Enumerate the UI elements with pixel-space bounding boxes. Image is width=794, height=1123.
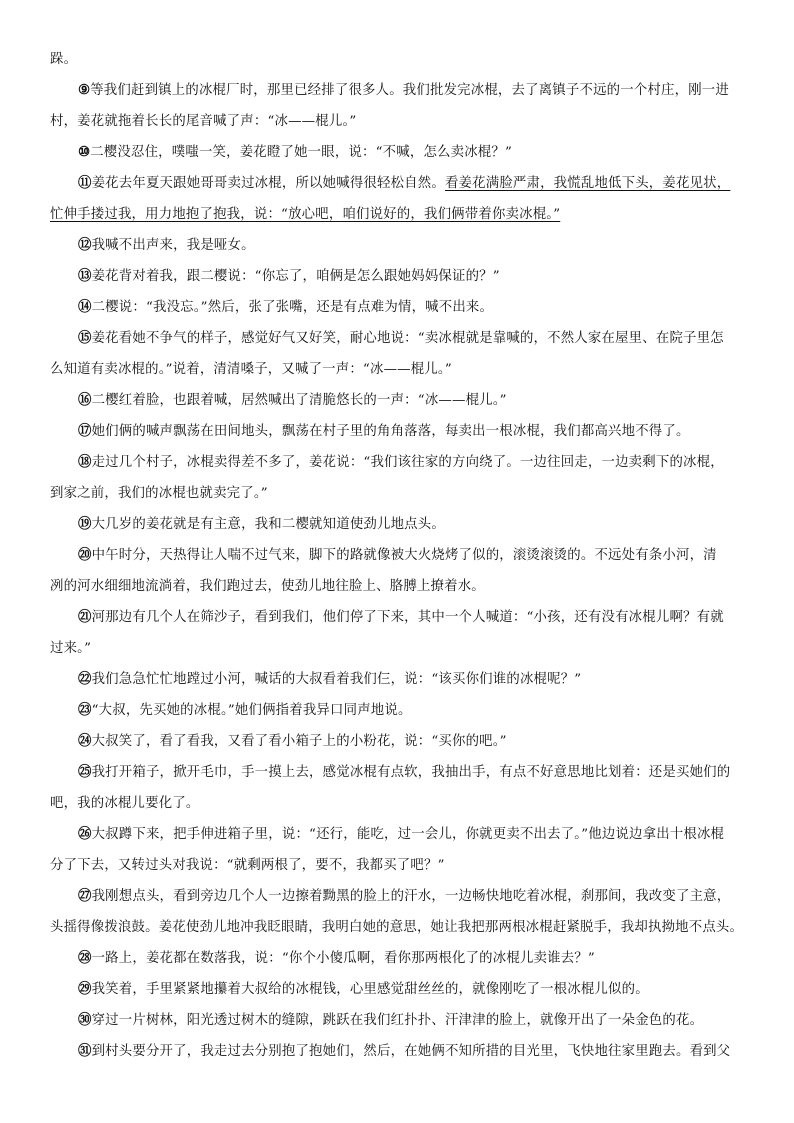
paragraph-number: ㉓ (78, 702, 92, 718)
paragraph-number: ㉒ (78, 671, 92, 687)
paragraph-number: ㉔ (78, 733, 92, 749)
text-span: 大叔笑了，看了看我，又看了看小箱子上的小粉花，说：“买你的吧。” (91, 734, 507, 749)
text-span: 大叔蹲下来，把手伸进箱子里，说：“还行，能吃，过一会儿，你就更卖不出去了。”他边说边拿出十根冰棍 (91, 827, 725, 842)
text-line (50, 75, 750, 106)
text-span: 到家之前，我们的冰棍也就卖完了。” (50, 486, 268, 501)
text-line (50, 385, 750, 416)
document-page (50, 44, 750, 1067)
text-line (50, 850, 750, 881)
text-line (50, 230, 750, 261)
text-span: 头摇得像拨浪鼓。姜花使劲儿地冲我眨眼睛，我明白她的意思，她让我把那两根冰棍赶紧脱手，我却执拗地不点头。 (50, 920, 744, 935)
text-line (50, 571, 750, 602)
text-line (50, 788, 750, 819)
text-span: 大几岁的姜花就是有主意，我和二樱就知道使劲儿地点头。 (91, 517, 445, 532)
text-line (50, 447, 750, 478)
text-line (50, 416, 750, 447)
text-span: 么知道有卖冰棍的。”说着，清清嗓子，又喊了一声：“冰——棍儿。” (50, 362, 452, 377)
text-span: 二樱没忍住，噗嗤一笑，姜花瞪了她一眼，说：“不喊，怎么卖冰棍？” (90, 145, 513, 160)
text-line (50, 912, 750, 943)
paragraph-number: ⑫ (78, 237, 92, 253)
text-span: 姜花背对着我，跟二樱说：“你忘了，咱俩是怎么跟她妈妈保证的？” (91, 269, 500, 284)
text-span: 我笑着，手里紧紧地攥着大叔给的冰棍钱，心里感觉甜丝丝的，就像刚吃了一根冰棍儿似的。 (91, 982, 649, 997)
underlined-text: 忙伸手搂过我，用力地抱了抱我，说：“放心吧，咱们说好的，我们俩带着你卖冰棍。” (50, 207, 561, 222)
paragraph-number: ㉘ (78, 950, 92, 966)
text-line (50, 664, 750, 695)
paragraph-number: ⑭ (78, 299, 92, 315)
paragraph-number: ㉙ (78, 981, 92, 997)
paragraph-number: ㉕ (78, 764, 92, 780)
text-line (50, 199, 750, 230)
text-span: 村，姜花就拖着长长的尾音喊了声：“冰——棍儿。” (50, 114, 357, 129)
paragraph-number: ㉗ (78, 888, 92, 904)
text-line (50, 44, 750, 75)
text-span: 河那边有几个人在筛沙子，看到我们，他们停了下来，其中一个人喊道：“小孩，还有没有冰棍儿啊？有就 (91, 610, 724, 625)
text-span: 我们急急忙忙地蹚过小河，喊话的大叔看着我们仨，说：“该买你们谁的冰棍呢？” (91, 672, 582, 687)
text-span: 我喊不出声来，我是哑女。 (91, 238, 255, 253)
text-span: 我打开箱子，掀开毛巾，手一摸上去，感觉冰棍有点软，我抽出手，有点不好意思地比划着：还是买她们的 (91, 765, 731, 780)
text-line (50, 540, 750, 571)
text-line (50, 757, 750, 788)
text-span: 二樱说：“我没忘。”然后，张了张嘴，还是有点难为情，喊不出来。 (91, 300, 494, 315)
text-span: 分了下去，又转过头对我说：“就剩两根了，要不，我都买了吧？” (50, 858, 445, 873)
text-span: 到村头要分开了，我走过去分别抱了抱她们，然后，在她俩不知所措的目光里，飞快地往家里跑去。看到父 (91, 1044, 731, 1059)
text-span: 姜花去年夏天跟她哥哥卖过冰棍，所以她喊得很轻松自然。 (91, 176, 445, 191)
text-span: 我刚想点头，看到旁边几个人一边擦着黝黑的脸上的汗水，一边畅快地吃着冰棍，刹那间，我改变了主意， (91, 889, 731, 904)
text-line (50, 168, 750, 199)
text-span: 过来。” (50, 641, 92, 656)
paragraph-number: ㉚ (78, 1012, 92, 1028)
text-span: 一路上，姜花都在数落我，说：“你个小傻瓜啊，看你那两根化了的冰棍儿卖谁去？” (91, 951, 595, 966)
text-line (50, 509, 750, 540)
paragraph-number: ㉛ (78, 1043, 92, 1059)
text-line (50, 137, 750, 168)
text-span: 走过几个村子，冰棍卖得差不多了，姜花说：“我们该往家的方向绕了。一边往回走，一边卖剩下的冰棍， (91, 455, 724, 470)
paragraph-number: ⑯ (78, 392, 92, 408)
paragraph-number: ⑱ (78, 454, 92, 470)
text-span: 她们俩的喊声飘荡在田间地头，飘荡在村子里的角角落落，每卖出一根冰棍，我们都高兴地不得了。 (91, 424, 690, 439)
text-line (50, 106, 750, 137)
paragraph-number: ⑪ (78, 175, 92, 191)
text-span: “大叔，先买她的冰棍。”她们俩指着我异口同声地说。 (91, 703, 412, 718)
text-line (50, 974, 750, 1005)
text-span: 二樱红着脸，也跟着喊，居然喊出了清脆悠长的一声：“冰——棍儿。” (91, 393, 507, 408)
text-line (50, 478, 750, 509)
paragraph-number: ㉑ (78, 609, 92, 625)
text-line (50, 819, 750, 850)
paragraph-number: ⑰ (78, 423, 92, 439)
paragraph-number: ⑩ (78, 144, 91, 160)
text-line (50, 354, 750, 385)
paragraph-number: ⑳ (78, 547, 92, 563)
text-line (50, 695, 750, 726)
text-line (50, 633, 750, 664)
text-line (50, 292, 750, 323)
text-line (50, 602, 750, 633)
paragraph-number: ⑮ (78, 330, 92, 346)
text-span: 冽的河水细细地流淌着，我们跑过去，使劲儿地往脸上、胳膊上撩着水。 (50, 579, 485, 594)
underlined-text: 看姜花满脸严肃，我慌乱地低下头，姜花见状， (444, 176, 731, 191)
text-span: 吧，我的冰棍儿要化了。 (50, 796, 200, 811)
text-span: 穿过一片树林，阳光透过树木的缝隙，跳跃在我们红扑扑、汗津津的脸上，就像开出了一朵金色的花。 (91, 1013, 704, 1028)
paragraph-number: ⑬ (78, 268, 92, 284)
paragraph-number: ⑨ (78, 82, 91, 98)
text-line (50, 323, 750, 354)
paragraph-number: ⑲ (78, 516, 92, 532)
text-span: 姜花看她不争气的样子，感觉好气又好笑，耐心地说：“卖冰棍就是靠喊的，不然人家在屋里、在院子里怎 (91, 331, 724, 346)
text-span: 中午时分，天热得让人喘不过气来，脚下的路就像被大火烧烤了似的，滚烫滚烫的。不远处有条小河，清 (91, 548, 717, 563)
text-line (50, 726, 750, 757)
text-line (50, 1005, 750, 1036)
paragraph-number: ㉖ (78, 826, 92, 842)
text-span: 跺。 (50, 52, 78, 67)
text-span: 等我们赶到镇上的冰棍厂时，那里已经排了很多人。我们批发完冰棍，去了离镇子不远的一个村庄，刚一进 (90, 83, 729, 98)
text-line (50, 881, 750, 912)
text-line (50, 261, 750, 292)
text-line (50, 1036, 750, 1067)
text-line (50, 943, 750, 974)
